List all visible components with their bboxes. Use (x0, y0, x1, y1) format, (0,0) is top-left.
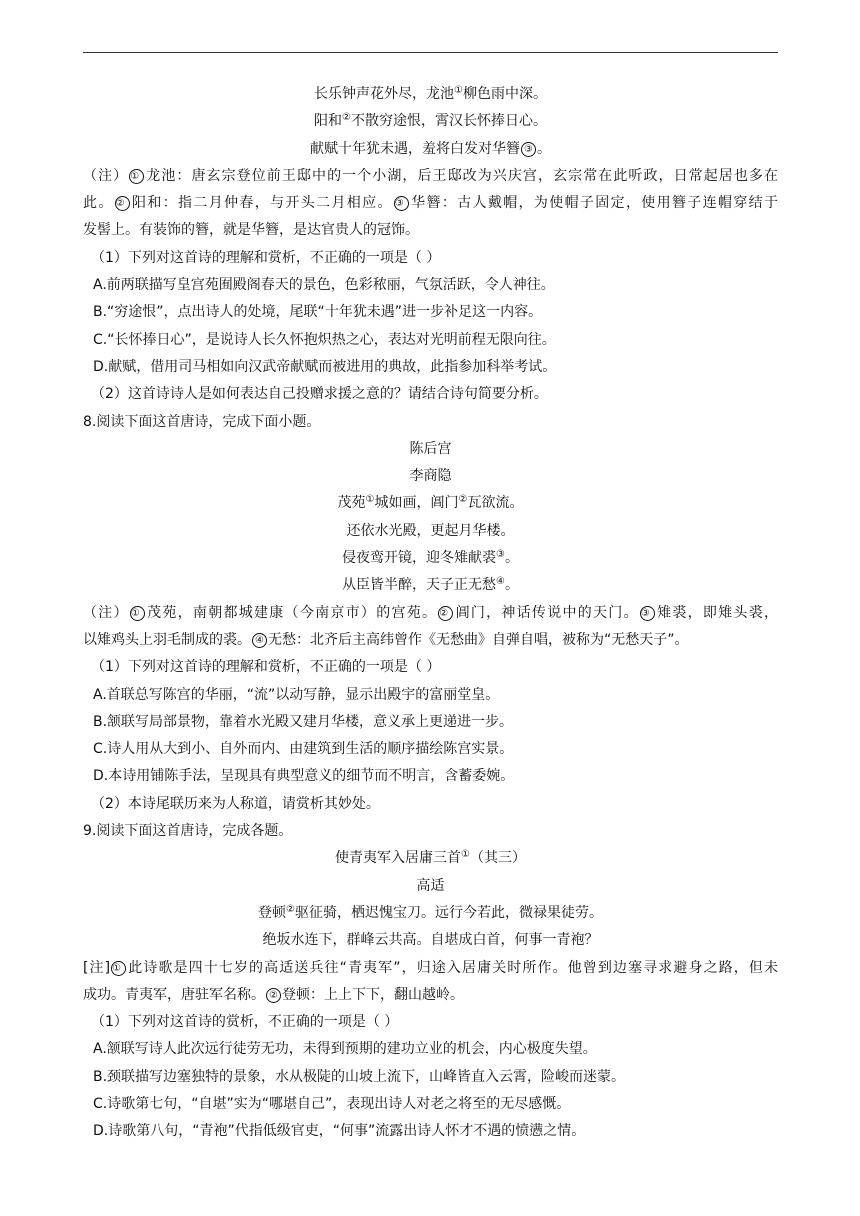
footnote-marker: ③ (394, 196, 409, 211)
footnote-marker: ② (286, 903, 295, 915)
footnote-marker: ② (115, 196, 130, 211)
footnote-marker: ② (342, 112, 351, 124)
note-text: 华簪：古人戴帽，为使帽子固定，使用簪子连帽穿结于 (409, 195, 779, 212)
option-a[interactable]: A.首联总写陈宫的华丽，“流”以动写静，显示出殿宇的富丽堂皇。 (93, 686, 500, 703)
annotation (83, 600, 778, 627)
note-text: 阊门，神话传说中的天门。 (454, 604, 639, 621)
poem-text: 。 (537, 140, 551, 157)
poem-text: 瓦欲流。 (467, 495, 524, 512)
footnote-marker: ④ (252, 633, 267, 648)
note-text: 茂苑，南朝都城建康（今南京市）的宫苑。 (145, 604, 438, 621)
poem-text: 柳色雨中深。 (462, 86, 547, 102)
poem-line (83, 900, 778, 927)
option-b[interactable]: B.“穷途恨”，点出诗人的处境，尾联“十年犹未遇”进一步补足这一内容。 (93, 304, 543, 321)
poem-title-text: （其三） (469, 850, 526, 867)
document-body (83, 81, 778, 1146)
option-d[interactable]: D.诗歌第八句，“青袍”代指低级官吏，“何事”流露出诗人怀才不遇的愤懑之情。 (93, 1123, 586, 1140)
poem-line (83, 81, 778, 108)
footnote-marker: ③ (496, 549, 505, 561)
note-text: 雉裘，即雉头裘， (655, 604, 779, 621)
poem-line (83, 490, 778, 517)
option-b[interactable]: B.颈联描写边塞独特的景象，水从极陡的山坡上流下，山峰皆直入云霄，险峻而迷蒙。 (93, 1068, 626, 1085)
poem-text: 驱征骑，栖迟愧宝刀。远行今若此，微禄果徒劳。 (294, 904, 603, 921)
poem-title (83, 845, 778, 872)
footnote-marker: ② (458, 494, 468, 506)
poem-text: 。 (504, 550, 519, 567)
question-2: （2）这首诗诗人是如何表达自己投赠求援之意的？请结合诗句简要分析。 (91, 386, 548, 403)
poem-title: 陈后宫 (409, 440, 452, 457)
header-rule (83, 52, 778, 53)
note-text: 无愁：北齐后主高纬曾作《无愁曲》自弹自唱，被称为“无愁天子”。 (268, 631, 689, 648)
note-text: 阳和：指二月仲春，与开头二月相应。 (130, 195, 393, 212)
footnote-marker: ③ (521, 142, 536, 157)
question-heading-8: 8.阅读下面这首唐诗，完成下面小题。 (83, 413, 321, 430)
poem-text: 。 (504, 577, 519, 594)
footnote-marker: ① (130, 606, 145, 621)
option-d[interactable]: D.献赋，借用司马相如向汉武帝献赋而被进用的典故，此指参加科举考试。 (93, 358, 557, 375)
question-1: （1）下列对这首诗的理解和赏析，不正确的一项是（ ） (91, 659, 441, 676)
poem-author: 李商隐 (409, 468, 452, 485)
poem-text: 长乐钟声花外尽，龙池 (314, 86, 455, 102)
option-d[interactable]: D.本诗用铺陈手法，呈现具有典型意义的细节而不明言，含蓄委婉。 (93, 768, 515, 785)
option-a[interactable]: A.前两联描写皇宫苑囿殿阁春天的景色，色彩秾丽，气氛活跃，令人神往。 (93, 277, 555, 294)
poem-text: 茂苑 (337, 495, 366, 512)
note-label: （注） (83, 604, 129, 621)
annotation (83, 163, 778, 190)
footnote-marker: ① (461, 849, 470, 861)
note-text: 成功。青夷军，唐驻军名称。 (83, 986, 265, 1003)
poem-title-text: 使青夷军入居庸三首 (335, 850, 462, 867)
poem-text: 侵夜鸾开镜，迎冬雉献裘 (342, 550, 497, 567)
poem-text: 从臣皆半醉，天子正无愁 (342, 577, 497, 594)
option-b[interactable]: B.颔联写局部景物，靠着水光殿又建月华楼，意义承上更递进一步。 (93, 713, 514, 730)
note-text: 发髻上。有装饰的簪，就是华簪，是达官贵人的冠饰。 (83, 222, 419, 239)
annotation (83, 217, 778, 244)
note-text: 此。 (83, 195, 114, 212)
poem-text: 城如画，阊门 (374, 495, 459, 512)
option-a[interactable]: A.颔联写诗人此次远行徒劳无功，未得到预期的建功立业的机会，内心极度失望。 (93, 1041, 597, 1058)
poem-author: 高适 (416, 877, 445, 894)
annotation (83, 190, 778, 217)
annotation (83, 627, 778, 654)
note-text: 以雉鸡头上羽毛制成的裘。 (83, 631, 251, 648)
note-text: 龙池：唐玄宗登位前王邸中的一个小湖，后王邸改为兴庆宫，玄宗常在此听政，日常起居也多在 (145, 167, 779, 184)
poem-text: 献赋十年犹未遇，羞将白发对华簪 (310, 140, 520, 157)
footnote-marker: ① (454, 85, 463, 96)
footnote-marker: ② (438, 606, 453, 621)
poem-line (83, 108, 778, 135)
poem-text: 绝坂水连下，群峰云共高。自堪成白首，何事一青袍？ (262, 932, 599, 949)
poem-line (83, 136, 778, 163)
question-1: （1）下列对这首诗的赏析，不正确的一项是（ ） (91, 1014, 399, 1031)
question-1: （1）下列对这首诗的理解和赏析，不正确的一项是（ ） (91, 249, 441, 266)
annotation (83, 982, 778, 1009)
footnote-marker: ① (365, 494, 375, 506)
question-heading-9: 9.阅读下面这首唐诗，完成各题。 (83, 823, 293, 840)
note-label: [注] (83, 959, 111, 976)
question-2: （2）本诗尾联历来为人称道，请赏析其妙处。 (91, 795, 380, 812)
poem-text: 还依水光殿，更起月华楼。 (346, 522, 515, 539)
footnote-marker: ③ (640, 606, 655, 621)
note-text: 此诗歌是四十七岁的高适送兵往“青夷军”，归途入居庸关时所作。他曾到边塞寻求避身之路，但未 (127, 959, 778, 976)
option-c[interactable]: C.“长怀捧日心”，是说诗人长久怀抱炽热之心，表达对光明前程无限向往。 (93, 331, 556, 348)
poem-line (83, 518, 778, 545)
poem-text: 阳和 (314, 113, 343, 130)
note-label: （注） (83, 167, 129, 184)
poem-line (83, 927, 778, 954)
footnote-marker: ① (111, 961, 126, 976)
option-c[interactable]: C.诗人用从大到小、自外而内、由建筑到生活的顺序描绘陈宫实景。 (93, 741, 514, 758)
annotation (83, 955, 778, 982)
poem-line (83, 572, 778, 599)
option-c[interactable]: C.诗歌第七句，“自堪”实为“哪堪自己”，表现出诗人对老之将至的无尽感慨。 (93, 1095, 571, 1112)
footnote-marker: ① (129, 169, 144, 184)
footnote-marker: ② (266, 988, 281, 1003)
poem-text: 不散穷途恨，霄汉长怀捧日心。 (350, 113, 547, 130)
poem-text: 登顿 (258, 904, 287, 921)
poem-line (83, 545, 778, 572)
footnote-marker: ④ (496, 576, 505, 588)
note-text: 登顿：上上下下，翻山越岭。 (282, 986, 464, 1003)
